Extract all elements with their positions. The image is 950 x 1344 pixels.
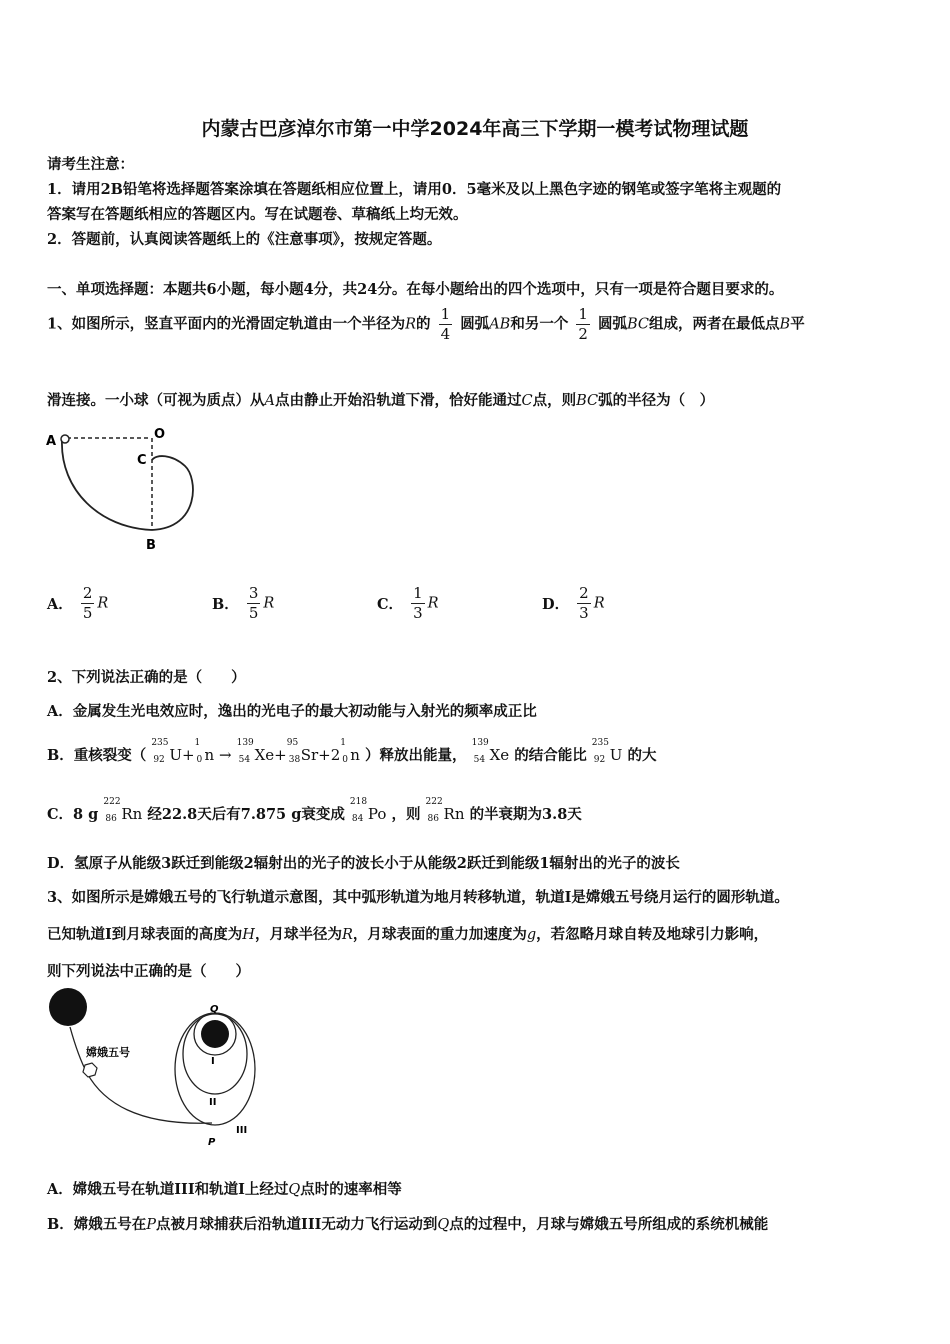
q2-option-b[interactable]: B．重核裂变（ 235 92 U+ 1 0 n → 139 54 Xe+ 95 38 Sr+2 1 0 n ）释放出能量， 139 54 Xe 的结合能比 235 92 U 的大 [47, 738, 657, 765]
spacecraft-icon [83, 1063, 97, 1077]
q2-option-d[interactable]: D．氢原子从能级3跃迁到能级2辐射出的光子的波长小于从能级2跃迁到能级1辐射出的光子的波长 [47, 855, 680, 872]
question-3-stem: 3、如图所示是嫦娥五号的飞行轨道示意图，其中弧形轨道为地月转移轨道，轨道I是嫦娥五号绕月运行的圆形轨道。 [47, 889, 789, 906]
earth-icon [49, 988, 87, 1026]
notice-item-2: 2．答题前，认真阅读答题纸上的《注意事项》，按规定答题。 [47, 231, 442, 248]
orbit-diagram [40, 985, 280, 1155]
point-b-label: B [146, 538, 156, 553]
orbit-ii-label: II [209, 1097, 217, 1108]
q3-option-b[interactable]: B．嫦娥五号在P点被月球捕获后沿轨道III无动力飞行运动到Q点的过程中，月球与嫦娥五号所组成的系统机械能 [47, 1216, 769, 1233]
track-diagram [40, 420, 210, 555]
half-arc-bc [152, 456, 193, 530]
question-3-stem-cont: 已知轨道I到月球表面的高度为H，月球半径为R，月球表面的重力加速度为g，若忽略月球自转及地球引力影响， [47, 926, 769, 943]
page-title: 内蒙古巴彦淖尔市第一中学2024年高三下学期一模考试物理试题 [201, 118, 749, 140]
question-1-stem-cont: 滑连接。一小球（可视为质点）从A点由静止开始沿轨道下滑，恰好能通过C点，则BC弧的半径为（ ） [47, 392, 715, 409]
q2-option-a[interactable]: A．金属发生光电效应时，逸出的光电子的最大初动能与入射光的频率成正比 [47, 703, 537, 720]
orbit-i-label: I [211, 1056, 215, 1067]
notice-item-1-cont: 答案写在答题纸相应的答题区内。写在试题卷、草稿纸上均无效。 [47, 206, 468, 223]
fraction-half: $\frac{1}{2}$ [578, 305, 588, 343]
q3-option-a[interactable]: A．嫦娥五号在轨道III和轨道I上经过Q点时的速率相等 [47, 1181, 402, 1198]
q1-option-c[interactable]: C． $\frac{1}{3}$ R [377, 584, 439, 622]
section-heading: 一、单项选择题：本题共6小题，每小题4分，共24分。在每小题给出的四个选项中，只有一项是符合题目要求的。 [47, 281, 784, 298]
fraction-quarter: $\frac{1}{4}$ [440, 305, 451, 343]
q1-option-a[interactable]: A． $\frac{2}{5}$ R [47, 584, 109, 622]
orbit-iii-label: III [236, 1125, 248, 1136]
q1-option-d[interactable]: D． $\frac{2}{3}$ R [542, 584, 605, 622]
point-p-label: P [208, 1137, 216, 1148]
ball [61, 435, 69, 443]
craft-label: 嫦娥五号 [86, 1046, 130, 1059]
point-q-label: Q [210, 1004, 219, 1015]
notice-item-1: 1．请用2B铅笔将选择题答案涂填在答题纸相应位置上，请用0．5毫米及以上黑色字迹的钢笔或签字笔将主观题的 [47, 181, 782, 198]
question-1-stem: 1、如图所示，竖直平面内的光滑固定轨道由一个半径为R的 $\frac{1}{4}$ 圆弧AB和另一个 $\frac{1}{2}$ 圆弧BC组成，两者在最低点B平 [47, 305, 805, 343]
point-o-label: O [154, 427, 166, 442]
question-3-stem-end: 则下列说法中正确的是（ ） [47, 963, 250, 980]
question-2-stem: 2、下列说法正确的是（ ） [47, 669, 246, 686]
q2-option-c[interactable]: C．8 g 222 86 Rn 经22.8天后有7.875 g衰变成 218 84 Po ，则 222 86 Rn 的半衰期为3.8天 [47, 797, 582, 824]
notice-heading: 请考生注意： [47, 156, 134, 173]
moon-icon [201, 1020, 229, 1048]
point-c-label: C [137, 453, 147, 468]
point-a-label: A [46, 434, 57, 449]
q1-option-b[interactable]: B． $\frac{3}{5}$ R [212, 584, 275, 622]
